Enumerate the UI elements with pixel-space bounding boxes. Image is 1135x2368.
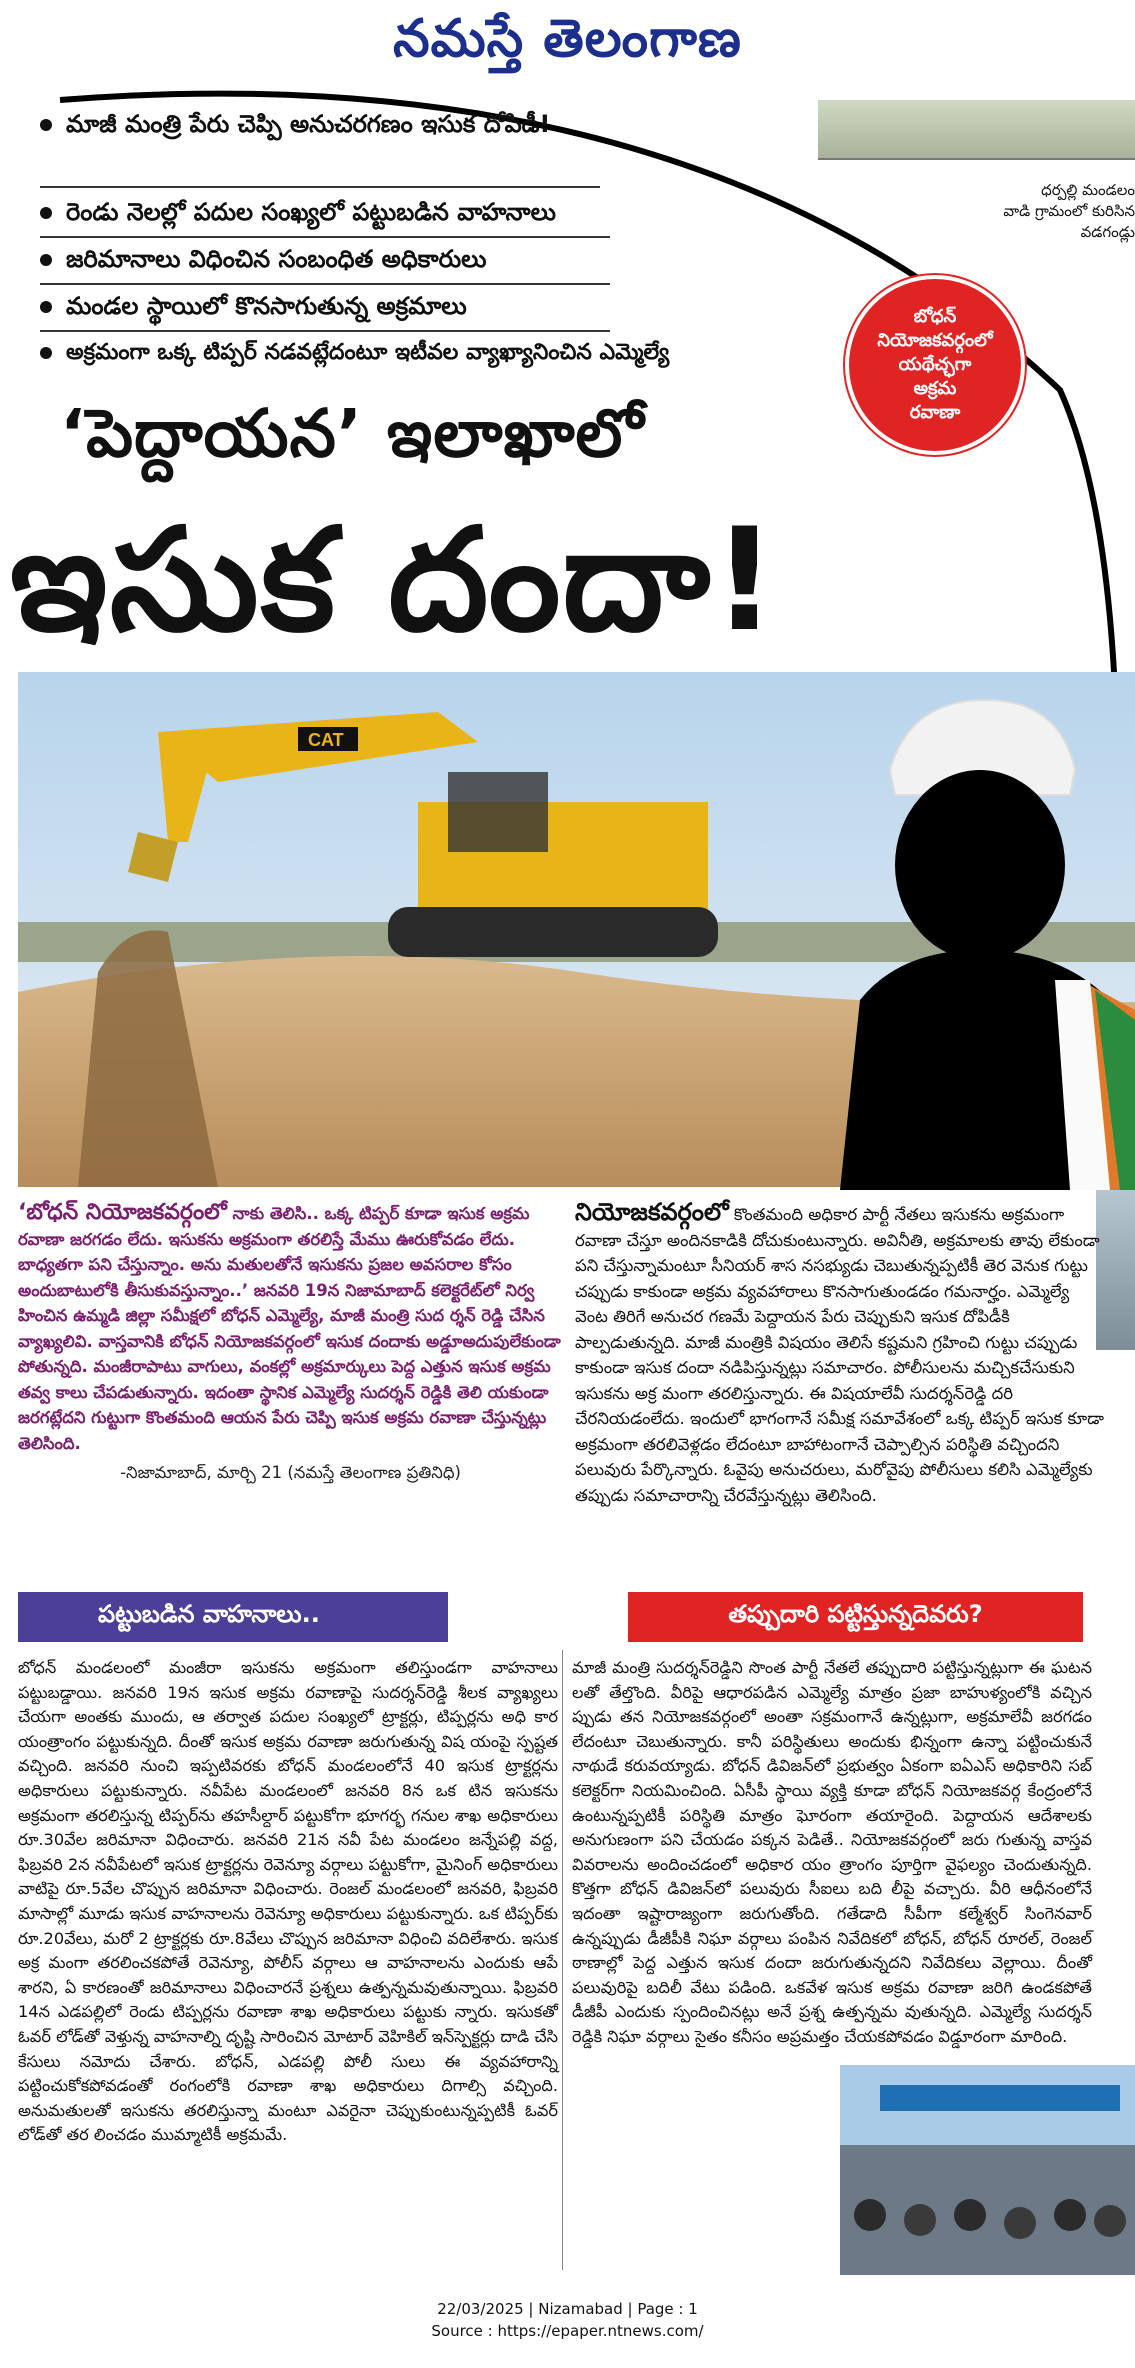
svg-text:CAT: CAT [308, 730, 344, 750]
section-heading-misleading: తప్పుదారి పట్టిస్తున్నదెవరు? [628, 1592, 1083, 1642]
highlight-badge: బోధన్ నియోజకవర్గంలో యథేచ్ఛగా అక్రమ రవాణా [845, 275, 1025, 455]
politician-silhouette [820, 680, 1135, 1190]
article-body-left: బోధన్ మండలంలో మంజీరా ఇసుకను అక్రమంగా తలిస్తుండగా వాహనాలు పట్టుబడ్డాయి. జనవరి 19న ఇసుక అక్రమ రవాణాపై సుదర్శన్‌రెడ్డి శీలక వ్యాఖ్యలు చేయగా అంతకు ముందు, ఆ తర్వాత పదుల సంఖ్యలో ట్రాక్టర్లు, టిప్పర్లను అధి కార యంత్రాంగం పట్టుకున్నది. దీంతో ఇసుక అక్రమ రవాణా జరుగుతున్న విష యంపై స్పష్టత వచ్చింది. జనవరి నుంచి ఇప్పటివరకు బోధన్ మండలంలోనే 40 ఇసుక ట్రాక్టర్లను అధికారులు పట్టుకున్నారు. నవీపేట మండలంలో జనవరి 8న ఒక టిన ఇసుకను అక్రమంగా తరలిస్తున్న టిప్పర్‌ను తహసీల్దార్ పట్టుకోగా భూగర్భ గనుల శాఖ అధికారులు రూ.30వేల జరిమానా విధించారు. జనవరి 21న నవీ పేట మండలం జన్నేపల్లి వద్ద, ఫిబ్రవరి 2న నవీపేటలో ఇసుక ట్రాక్టర్లను రెవెన్యూ వర్గాలు పట్టుకోగా, మైనింగ్ అధికారులు వాటిపై రూ.5వేల చొప్పున జరిమానా విధించారు. రెంజల్ మండలంలో జనవరి, ఫిబ్రవరి మాసాల్లో మూడు ఇసుక వాహనాలను రెవెన్యూ అధికారులు పట్టుకున్నారు. ఒక టిప్పర్‌కు రూ.20వేలు, మరో 2 ట్రాక్టర్లకు రూ.8వేలు చొప్పున జరిమానా విధించి వదిలేశారు. ఇసుక అక్ర మంగా తరలించకపోతే రెవెన్యూ, పోలీస్ వర్గాలు ఆ వాహనాలను ఎందుకు ఆపే శారని, ఏ కారణంతో జరిమానాలు విధించారనే ప్రశ్నలు ఉత్పన్నమవుతున్నాయి. ఫిబ్రవరి 14న ఎడపల్లిలో రెండు టిప్పర్లను రవాణా శాఖ అధికారులు పట్టుకు న్నారు. ఇసుకతో ఓవర్ లోడ్‌తో వెళ్తున్న వాహనాల్ని దృష్టి సారించిన మోటార్ వెహికిల్ ఇన్‌స్పెక్టర్లు దాడి చేసి కేసులు నమోదు చేశారు. బోధన్, ఎడపల్లి పోలీ సులు ఈ వ్యవహారాన్ని పట్టించుకోకపోవడంతో రంగంలోకి రవాణా శాఖ అధికారులు దిగాల్సి వచ్చింది. అనుమతులతో ఇసుకను తరలిస్తున్నా మంటూ ఎవరైనా చెప్పుకుంటున్నప్పటికీ ఓవర్ లోడ్‌తో తర లించడం ముమ్మాటికీ అక్రమమే. [18, 1658, 558, 2145]
crowd-photo [840, 2065, 1135, 2275]
bullet-dot-icon [40, 301, 52, 313]
bullet-dot-icon [40, 119, 52, 131]
intro-paragraph: నియోజకవర్గంలో కొంతమంది అధికార పార్టీ నేతలు ఇసుకను అక్రమంగా రవాణా చేస్తూ అందినకాడికి దోచుకుంటున్నారు. అవినీతి, అక్రమాలకు తావు లేకుండా పని చేస్తున్నామంటూ సీనియర్ శాస నసభ్యుడు చెబుతున్నప్పటికీ తెర వెనుక గుట్టు చప్పుడు కాకుండా అక్రమ వ్యవహారాలు కొనసాగుతుండడం గమనార్హం. ఎమ్మెల్యే వెంట తిరిగే అనుచర గణమే పెద్దాయన పేరు చెప్పుకుని ఇసుక దోపిడీకి పాల్పడుతున్నది. మాజీ మంత్రికి విషయం తెలిసే కష్టమని గ్రహించి గుట్టు చప్పుడు కాకుండా ఇసుక దందా నడిపిస్తున్నట్లు సమాచారం. పోలీసులను మచ్చికచేసుకుని ఇసుకను అక్ర మంగా తరలిస్తున్నారు. ఈ విషయాలేవీ సుదర్శన్‌రెడ్డి దరి చేరనియడంలేదు. ఇందులో భాగంగానే సమీక్ష సమావేశంలో ఒక్క టిప్పర్ ఇసుక కూడా అక్రమంగా తరలివెళ్లడం లేదంటూ బాహాటంగానే చెప్పాల్సిన పరిస్థితి వచ్చిందని పలువురు పేర్కొన్నారు. ఓవైపు అనుచరులు, మరోవైపు పోలీసులు కలిసి ఎమ్మెల్యేకు తప్పుడు సమాచారాన్ని చేరవేస్తున్నట్లు తెలిసింది. [575, 1198, 1104, 1505]
bullet-dot-icon [40, 347, 52, 359]
article-body-right: మాజీ మంత్రి సుదర్శన్‌రెడ్డిని సొంత పార్టీ నేతలే తప్పుదారి పట్టిస్తున్నట్లుగా ఈ ఘటన లతో తేల్తొంది. వీరిపై ఆధారపడిన ఎమ్మెల్యే మాత్రం ప్రజా బాహుళ్యంలోకి వచ్చిన ప్పుడు తన నియోజకవర్గంలో అంతా సక్రమంగానే ఉన్నట్లుగా, అక్రమాలేవీ జరగడం లేదంటూ చెబుతున్నారు. కానీ పరిస్థితులు అందుకు భిన్నంగా ఉన్నా పట్టించుకునే నాథుడే కరువయ్యాడు. బోధన్ డివిజన్‌లో ప్రభుత్వం ఏకంగా ఐఏఎస్ అధికారిని సబ్ కలెక్టర్‌గా నియమించింది. ఏసీపీ స్థాయి వ్యక్తి కూడా బోధన్ నియోజకవర్గ కేంద్రంలోనే ఉంటున్నప్పటికీ పరిస్థితి మాత్రం ఘోరంగా తయారైంది. పెద్దాయన ఆదేశాలకు అనుగుణంగా పని చేయడం పక్కన పెడితే.. నియోజకవర్గంలో జరు గుతున్న వాస్తవ వివరాలను అందించడంలో అధికార యం త్రాంగం పూర్తిగా వైఫల్యం చెందుతున్నది. కొత్తగా బోధన్ డివిజన్‌లో పలువురు సీఐలు బది లీపై వచ్చారు. వీరి ఆధీనంలోనే ఇదంతా ఇష్టారాజ్యంగా జరుగుతోంది. గతేడాది సీపీగా కల్మేశ్వర్ సింగెనవార్ ఉన్నప్పుడు డీజీపీకి నిఘా వర్గాలు పంపిన నివేదికలో బోధన్, బోధన్ రూరల్, రెంజల్ ఠాణాల్లో పెద్ద ఎత్తున ఇసుక దందా జరుగుతున్నదని నివేదికలు వెల్లాయి. దీంతో పలువురిపై బదిలీ వేటు పడింది. ఒకవేళ ఇసుక అక్రమ రవాణా జరిగి ఉండకపోతే డీజీపీ ఎందుకు స్పందించినట్లు అనే ప్రశ్న ఉత్పన్నమ వుతున్నది. ఎమ్మెల్యే సుదర్శన్ రెడ్డికి నిఘా వర్గాలు సైతం కనీసం అప్రమత్తం చేయకపోవడం విడ్డూరంగా మారింది. [572, 1658, 1092, 2046]
bullet-dot-icon [40, 254, 52, 266]
byline: -నిజామాబాద్, మార్చి 21 (నమస్తే తెలంగాణ ప్రతినిధి) [120, 1463, 461, 1482]
column-divider [562, 1650, 563, 2270]
hailstorm-photo [818, 100, 1135, 160]
lead-quote: ‘బోధన్ నియోజకవర్గంలో నాకు తెలిసి.. ఒక్క టిప్పర్ కూడా ఇసుక అక్రమ రవాణా జరగడం లేదు. ఇసుకను అక్రమంగా తరలిస్తే మేము ఊరుకోవడం లేదు. బాధ్యతగా పని చేస్తున్నాం. అను మతులతోనే ఇసుకను ప్రజల అవసరాల కోసం అందుబాటులోకి తీసుకువస్తున్నాం..’ జనవరి 19న నిజామాబాద్ కలెక్టరేట్‌లో నిర్వ హించిన ఉమ్మడి జిల్లా సమీక్షలో బోధన్ ఎమ్మెల్యే, మాజీ మంత్రి సుద ర్శన్ రెడ్డి చేసిన వ్యాఖ్యలివి. వాస్తవానికి బోధన్ నియోజకవర్గంలో ఇసుక దందాకు అడ్డూఅదుపులేకుండా పోతున్నది. మంజీరాపాటు వాగులు, వంకల్లో అక్రమార్కులు పెద్ద ఎత్తున ఇసుక అక్రమ తవ్వ కాలు చేపడుతున్నారు. ఇదంతా స్థానిక ఎమ్మెల్యే సుదర్శన్ రెడ్డికి తెలి యకుండా జరగట్లేదని గుట్టుగా కొంతమంది ఆయన పేరు చెప్పి ఇసుక అక్రమ రవాణా చేస్తున్నట్లు తెలిసింది. -నిజామాబాద్, మార్చి 21 (నమస్తే తెలంగాణ ప్రతినిధి) [18, 1200, 563, 1486]
subheadline: ‘పెద్దాయన’ ఇలాఖాలో [60, 395, 645, 472]
photo-caption: ధర్పల్లి మండలం వాడి గ్రామంలో కురిసిన వడగండ్లు [1003, 181, 1135, 241]
bullet-item: జరిమానాలు విధించిన సంబంధిత అధికారులు [40, 243, 620, 275]
divider [40, 186, 600, 188]
section-heading-vehicles: పట్టుబడిన వాహనాలు.. [18, 1592, 448, 1642]
headline: ఇసుక దందా! [10, 498, 779, 663]
bullet-item: మాజీ మంత్రి పేరు చెప్పి అనుచరగణం ఇసుక దోపిడీ! [40, 108, 620, 140]
bullet-item: మండల స్థాయిలో కొనసాగుతున్న అక్రమాలు [40, 290, 620, 322]
bullet-item: రెండు నెలల్లో పదుల సంఖ్యలో పట్టుబడిన వాహనాలు [40, 196, 620, 228]
footer-source: Source : https://epaper.ntnews.com/ [431, 2322, 704, 2340]
divider [40, 330, 610, 332]
bullet-dot-icon [40, 207, 52, 219]
bullet-item: అక్రమంగా ఒక్క టిప్పర్ నడవట్లేదంటూ ఇటీవల వ్యాఖ్యానించిన ఎమ్మెల్యే [40, 337, 820, 369]
masthead [0, 8, 1135, 82]
divider [40, 236, 610, 238]
newspaper-title: నమస్తే తెలంగాణ [393, 8, 742, 69]
footer-date-page: 22/03/2025 | Nizamabad | Page : 1 [437, 2300, 698, 2318]
divider [40, 283, 610, 285]
